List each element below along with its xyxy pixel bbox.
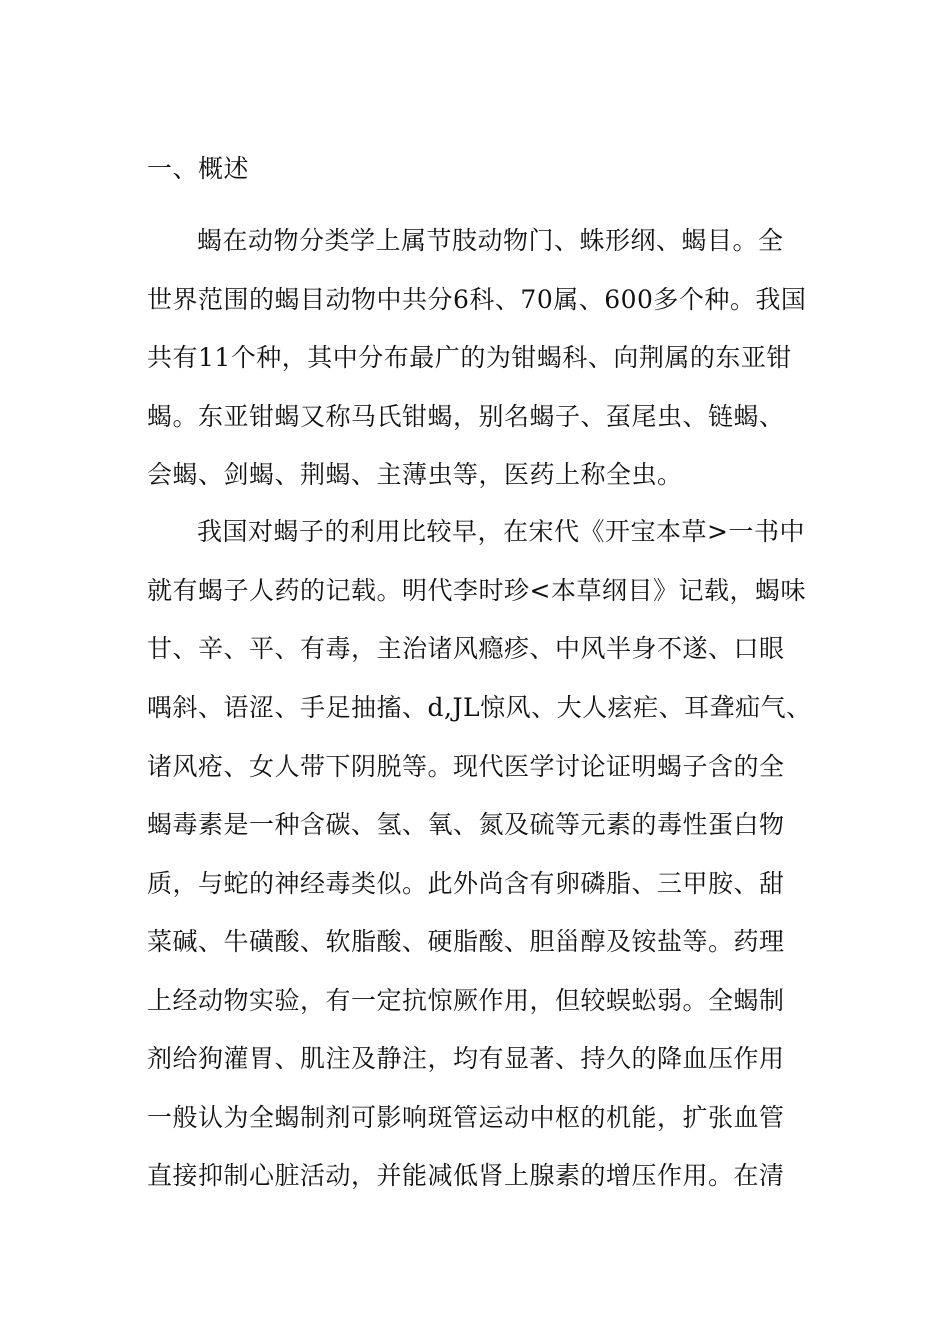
paragraph-line: 直接抑制心脏活动，并能减低肾上腺素的增压作用。在清 — [147, 1161, 785, 1190]
section-heading: 一、概述 — [147, 154, 250, 183]
paragraph-line: 喁斜、语涩、手足抽搐、d,JL惊风、大人痃疟、耳聋疝气、 — [147, 693, 812, 722]
paragraph-line: 共有11个种，其中分布最广的为钳蝎科、向荆属的东亚钳 — [147, 343, 792, 372]
paragraph-line: 诸风疮、女人带下阴脱等。现代医学讨论证明蝎子含的全 — [147, 752, 785, 781]
paragraph-line: 质，与蛇的神经毒类似。此外尚含有卵磷脂、三甲胺、甜 — [147, 869, 785, 898]
paragraph-line: 蝎。东亚钳蝎又称马氏钳蝎，别名蝎子、虿尾虫、链蝎、 — [147, 402, 785, 431]
paragraph-line: 会蝎、剑蝎、荆蝎、主薄虫等，医药上称全虫。 — [147, 460, 683, 489]
paragraph-line: 上经动物实验，有一定抗惊厥作用，但较蜈蚣弱。全蝎制 — [147, 986, 785, 1015]
paragraph-line: 世界范围的蝎目动物中共分6科、70属、600多个种。我国 — [147, 285, 807, 314]
paragraph-line: 就有蝎子人药的记载。明代李时珍<本草纲目》记载，蝎味 — [147, 576, 806, 605]
paragraph-line: 甘、辛、平、有毒，主治诸风瘾疹、中风半身不遂、口眼 — [147, 634, 785, 663]
paragraph-line: 菜碱、牛磺酸、软脂酸、硬脂酸、胆甾醇及铵盐等。药理 — [147, 927, 785, 956]
paragraph-line: 蝎在动物分类学上属节肢动物门、蛛形纲、蝎目。全 — [197, 226, 784, 255]
paragraph-line: 我国对蝎子的利用比较早，在宋代《开宝本草>一书中 — [197, 517, 805, 546]
paragraph-line: 剂给狗灌胃、肌注及静注，均有显著、持久的降血压作用 — [147, 1044, 785, 1073]
paragraph-line: 蝎毒素是一种含碳、氢、氧、氮及硫等元素的毒性蛋白物 — [147, 810, 785, 839]
paragraph-line: 一般认为全蝎制剂可影响斑管运动中枢的机能，扩张血管 — [147, 1103, 785, 1132]
